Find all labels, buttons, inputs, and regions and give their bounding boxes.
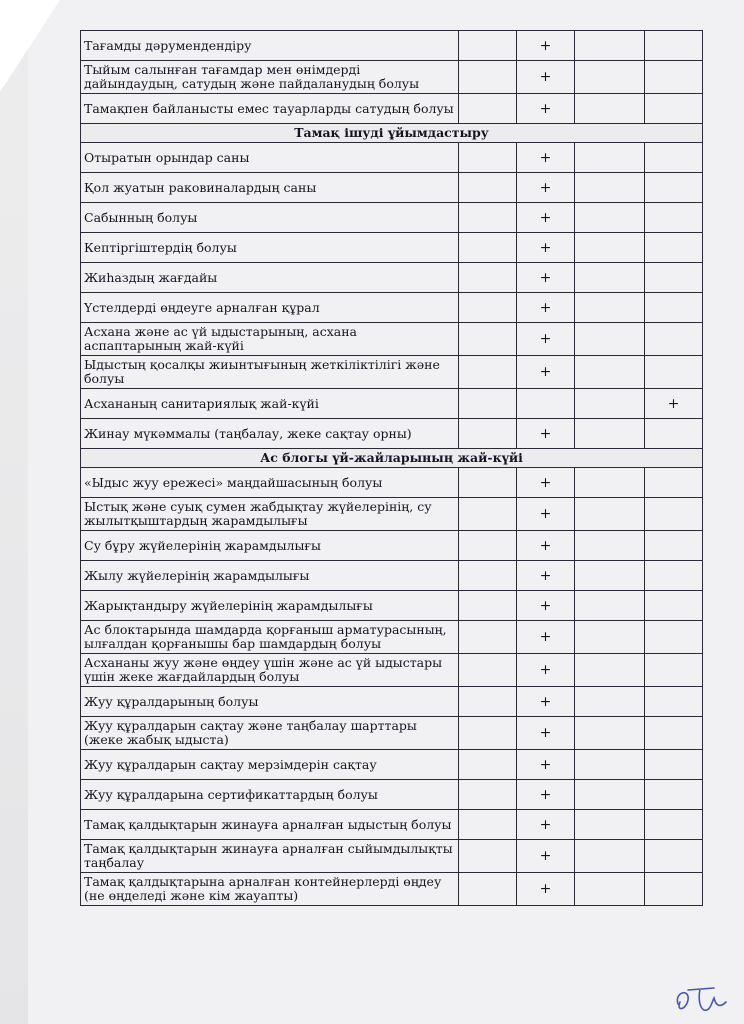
table-row xyxy=(81,419,703,449)
mark-cell-4 xyxy=(645,323,703,356)
mark-cell-4 xyxy=(645,419,703,449)
mark-cell-4 xyxy=(645,233,703,263)
mark-cell-3 xyxy=(575,61,645,94)
mark-cell-1 xyxy=(459,233,517,263)
mark-cell-1 xyxy=(459,468,517,498)
mark-cell-4 xyxy=(645,468,703,498)
item-label: Ас блоктарында шамдарда қорғаныш арматурасының, ылғалдан қорғанышы бар шамдардың болуы xyxy=(81,621,459,654)
mark-cell-3 xyxy=(575,810,645,840)
mark-cell-2: + xyxy=(517,203,575,233)
mark-cell-4 xyxy=(645,810,703,840)
mark-cell-2: + xyxy=(517,31,575,61)
item-label: Жуу құралдарына сертификаттардың болуы xyxy=(81,780,459,810)
item-label: Кептіргіштердің болуы xyxy=(81,233,459,263)
item-label: Отыратын орындар саны xyxy=(81,143,459,173)
item-label: Тағамды дәрумендендіру xyxy=(81,31,459,61)
item-label: Жуу құралдарының болуы xyxy=(81,687,459,717)
item-label: Жуу құралдарын сақтау мерзімдерін сақтау xyxy=(81,750,459,780)
item-label: Тамақпен байланысты емес тауарларды сатудың болуы xyxy=(81,94,459,124)
mark-cell-4 xyxy=(645,591,703,621)
mark-cell-2: + xyxy=(517,780,575,810)
mark-cell-1 xyxy=(459,873,517,906)
mark-cell-1 xyxy=(459,293,517,323)
mark-cell-4 xyxy=(645,293,703,323)
table-row xyxy=(81,356,703,389)
mark-cell-1 xyxy=(459,31,517,61)
mark-cell-2: + xyxy=(517,468,575,498)
item-label: Жылу жүйелерінің жарамдылығы xyxy=(81,561,459,591)
mark-cell-1 xyxy=(459,621,517,654)
mark-cell-3 xyxy=(575,873,645,906)
mark-cell-2: + xyxy=(517,717,575,750)
item-label: Су бұру жүйелерінің жарамдылығы xyxy=(81,531,459,561)
mark-cell-3 xyxy=(575,531,645,561)
mark-cell-1 xyxy=(459,717,517,750)
mark-cell-3 xyxy=(575,143,645,173)
table-row xyxy=(81,31,703,61)
mark-cell-3 xyxy=(575,750,645,780)
section-header-row xyxy=(81,449,703,468)
mark-cell-2: + xyxy=(517,873,575,906)
table-row xyxy=(81,323,703,356)
item-label: «Ыдыс жуу ережесі» маңдайшасының болуы xyxy=(81,468,459,498)
mark-cell-4 xyxy=(645,31,703,61)
mark-cell-4 xyxy=(645,143,703,173)
item-label: Сабынның болуы xyxy=(81,203,459,233)
section-title: Тамақ ішуді ұйымдастыру xyxy=(81,124,703,143)
mark-cell-2: + xyxy=(517,94,575,124)
mark-cell-2: + xyxy=(517,840,575,873)
mark-cell-1 xyxy=(459,591,517,621)
mark-cell-3 xyxy=(575,31,645,61)
mark-cell-3 xyxy=(575,419,645,449)
mark-cell-3 xyxy=(575,687,645,717)
item-label: Жиһаздың жағдайы xyxy=(81,263,459,293)
mark-cell-1 xyxy=(459,561,517,591)
mark-cell-1 xyxy=(459,840,517,873)
mark-cell-4 xyxy=(645,873,703,906)
mark-cell-4 xyxy=(645,750,703,780)
mark-cell-2: + xyxy=(517,687,575,717)
table-row xyxy=(81,94,703,124)
mark-cell-1 xyxy=(459,263,517,293)
item-label: Қол жуатын раковиналардың саны xyxy=(81,173,459,203)
table-row xyxy=(81,263,703,293)
table-row xyxy=(81,591,703,621)
mark-cell-1 xyxy=(459,356,517,389)
mark-cell-4: + xyxy=(645,389,703,419)
mark-cell-3 xyxy=(575,561,645,591)
mark-cell-3 xyxy=(575,293,645,323)
mark-cell-1 xyxy=(459,143,517,173)
mark-cell-2: + xyxy=(517,531,575,561)
item-label: Жинау мүкәммалы (таңбалау, жеке сақтау орны) xyxy=(81,419,459,449)
table-row xyxy=(81,389,703,419)
mark-cell-2: + xyxy=(517,143,575,173)
mark-cell-3 xyxy=(575,389,645,419)
mark-cell-1 xyxy=(459,498,517,531)
item-label: Асхананың санитариялық жай-күйі xyxy=(81,389,459,419)
mark-cell-1 xyxy=(459,810,517,840)
mark-cell-2: + xyxy=(517,173,575,203)
mark-cell-2: + xyxy=(517,750,575,780)
mark-cell-4 xyxy=(645,621,703,654)
mark-cell-3 xyxy=(575,717,645,750)
mark-cell-1 xyxy=(459,419,517,449)
mark-cell-2: + xyxy=(517,654,575,687)
table-row xyxy=(81,203,703,233)
mark-cell-3 xyxy=(575,263,645,293)
table-row xyxy=(81,233,703,263)
mark-cell-2: + xyxy=(517,591,575,621)
mark-cell-2: + xyxy=(517,233,575,263)
mark-cell-1 xyxy=(459,323,517,356)
table-row xyxy=(81,717,703,750)
mark-cell-3 xyxy=(575,203,645,233)
mark-cell-1 xyxy=(459,389,517,419)
mark-cell-2 xyxy=(517,389,575,419)
table-row xyxy=(81,173,703,203)
item-label: Асхананы жуу және өңдеу үшін және ас үй ыдыстары үшін жеке жағдайлардың болуы xyxy=(81,654,459,687)
mark-cell-4 xyxy=(645,654,703,687)
mark-cell-4 xyxy=(645,561,703,591)
table-row xyxy=(81,293,703,323)
section-header-row xyxy=(81,124,703,143)
mark-cell-1 xyxy=(459,687,517,717)
table-row xyxy=(81,621,703,654)
table-row xyxy=(81,468,703,498)
table-row xyxy=(81,143,703,173)
mark-cell-3 xyxy=(575,591,645,621)
mark-cell-2: + xyxy=(517,419,575,449)
section-title: Ас блогы үй-жайларының жай-күйі xyxy=(81,449,703,468)
mark-cell-4 xyxy=(645,203,703,233)
item-label: Жарықтандыру жүйелерінің жарамдылығы xyxy=(81,591,459,621)
mark-cell-3 xyxy=(575,621,645,654)
table-row xyxy=(81,498,703,531)
mark-cell-1 xyxy=(459,654,517,687)
mark-cell-1 xyxy=(459,173,517,203)
table-row xyxy=(81,687,703,717)
checklist-body xyxy=(81,31,703,906)
mark-cell-4 xyxy=(645,687,703,717)
mark-cell-3 xyxy=(575,780,645,810)
table-row xyxy=(81,531,703,561)
mark-cell-2: + xyxy=(517,498,575,531)
item-label: Асхана және ас үй ыдыстарының, асхана аспаптарының жай-күйі xyxy=(81,323,459,356)
mark-cell-4 xyxy=(645,356,703,389)
folded-corner xyxy=(0,0,60,92)
table-row xyxy=(81,654,703,687)
mark-cell-2: + xyxy=(517,356,575,389)
mark-cell-3 xyxy=(575,323,645,356)
item-label: Жуу құралдарын сақтау және таңбалау шарттары (жеке жабық ыдыста) xyxy=(81,717,459,750)
mark-cell-3 xyxy=(575,233,645,263)
item-label: Үстелдерді өңдеуге арналған құрал xyxy=(81,293,459,323)
mark-cell-4 xyxy=(645,173,703,203)
mark-cell-1 xyxy=(459,94,517,124)
mark-cell-1 xyxy=(459,61,517,94)
mark-cell-4 xyxy=(645,531,703,561)
mark-cell-1 xyxy=(459,750,517,780)
table-row xyxy=(81,810,703,840)
mark-cell-3 xyxy=(575,356,645,389)
item-label: Тыйым салынған тағамдар мен өнімдерді дайындаудың, сатудың және пайдаланудың болуы xyxy=(81,61,459,94)
item-label: Тамақ қалдықтарын жинауға арналған ыдыстың болуы xyxy=(81,810,459,840)
mark-cell-4 xyxy=(645,263,703,293)
mark-cell-4 xyxy=(645,498,703,531)
table-row xyxy=(81,780,703,810)
mark-cell-2: + xyxy=(517,810,575,840)
mark-cell-1 xyxy=(459,780,517,810)
inspection-checklist-table xyxy=(80,30,703,906)
mark-cell-3 xyxy=(575,468,645,498)
table-row xyxy=(81,750,703,780)
mark-cell-4 xyxy=(645,61,703,94)
mark-cell-1 xyxy=(459,531,517,561)
mark-cell-2: + xyxy=(517,621,575,654)
table-row xyxy=(81,840,703,873)
mark-cell-3 xyxy=(575,173,645,203)
mark-cell-4 xyxy=(645,780,703,810)
mark-cell-3 xyxy=(575,94,645,124)
mark-cell-3 xyxy=(575,498,645,531)
mark-cell-2: + xyxy=(517,263,575,293)
item-label: Тамақ қалдықтарын жинауға арналған сыйымдылықты таңбалау xyxy=(81,840,459,873)
table-row xyxy=(81,561,703,591)
mark-cell-4 xyxy=(645,94,703,124)
mark-cell-4 xyxy=(645,840,703,873)
item-label: Ыдыстың қосалқы жиынтығының жеткіліктілігі және болуы xyxy=(81,356,459,389)
table-row xyxy=(81,873,703,906)
mark-cell-2: + xyxy=(517,293,575,323)
mark-cell-3 xyxy=(575,654,645,687)
mark-cell-2: + xyxy=(517,323,575,356)
item-label: Ыстық және суық сумен жабдықтау жүйелерінің, су жылытқыштардың жарамдылығы xyxy=(81,498,459,531)
table-row xyxy=(81,61,703,94)
mark-cell-1 xyxy=(459,203,517,233)
mark-cell-3 xyxy=(575,840,645,873)
item-label: Тамақ қалдықтарына арналған контейнерлерді өңдеу (не өңделеді және кім жауапты) xyxy=(81,873,459,906)
mark-cell-2: + xyxy=(517,61,575,94)
handwritten-signature xyxy=(670,984,730,1018)
mark-cell-4 xyxy=(645,717,703,750)
mark-cell-2: + xyxy=(517,561,575,591)
